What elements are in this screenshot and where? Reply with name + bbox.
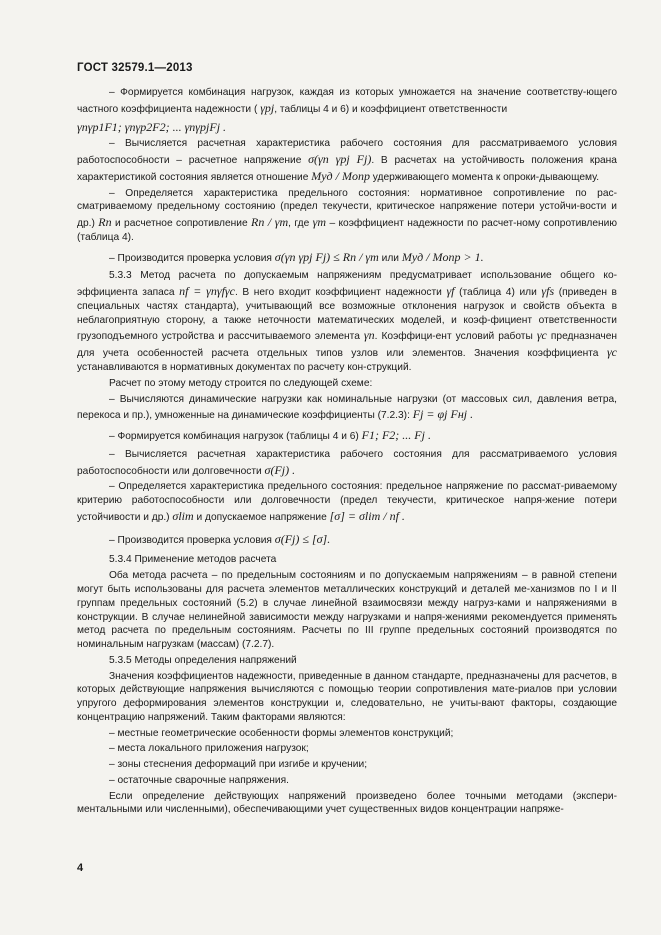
list-item: – местные геометрические особенности формы элементов конструкций; [109,727,454,739]
formula: σlim [172,508,194,523]
formula: γc [536,328,547,343]
text: – Производится проверка условия [109,252,272,264]
paragraph: Если определение действующих напряжений произведено более точными методами (экспери-ментальными или численными), обеспечивающими учет существенных видов концентрации напряже- [77,790,617,816]
formula: Mуд / Mопр [311,168,370,183]
formula: γfs [541,284,555,299]
formula-line [77,119,617,136]
text: – Вычисляются динамические нагрузки как номинальные нагрузки (от массовых сил, давления ветра, перекоса и пр.), умноженные на динамические коэффициенты (7.2.3): [77,393,617,422]
list-item: – остаточные сварочные напряжения. [109,774,289,786]
text: – коэффициент надежности по расчет-ному сопротивлению (таблица 4). [77,218,618,243]
text: – Формируется комбинация нагрузок (таблицы 4 и 6) [109,431,359,443]
text: (таблица 4) или [459,287,537,299]
formula: γnγp1F1; γnγp2F2; ... γnγpjFj . [77,119,227,134]
list-item: – зоны стеснения деформаций при изгибе и кручении; [109,759,368,771]
text: удерживающего момента к опроки-дывающему. [372,171,600,183]
paragraph [77,249,617,266]
text: – Вычисляется расчетная характеристика рабочего состояния для рассматриваемого условия работоспособности или долговечности [77,448,617,477]
text: , где [288,218,310,230]
formula: F1; F2; ... Fj . [361,428,431,443]
paragraph: Значения коэффициентов надежности, приведенные в данном стандарте, предназначены для расчетов, в которых действующие напряжения вычисляются с помощью теории сопротивления мате-риалов при условии упругого деформирования элементов конструкции и, следовательно, не учиты-вают факторы, создающие концентрацию напряжений. Таким факторами являются: [77,670,617,723]
paragraph [77,187,617,245]
formula: Rn [98,215,112,230]
text: – Вычисляется расчетная характеристика рабочего состояния для рассматриваемого условия работоспособности – расчетное напряжение [77,138,617,167]
formula: σ(γn γpj Fj) ≤ Rn / γm [274,249,379,264]
text: – Определяется характеристика предельного состояния: предельное напряжение по рассмат-риваемому критерию работоспособности или долговечности (предел текучести, критическое напря-жение потери устойчивости и др.) [77,481,617,523]
formula: Mуд / Mопр > 1. [401,249,484,264]
text: 5.3.3 Метод расчета по допускаемым напряжениям предусматривает использование общего ко-эффициента запаса [77,270,617,299]
paragraph [77,393,617,424]
text: , таблицы 4 и 6) и коэффициент ответственности [274,103,508,115]
section-heading: 5.3.5 Методы определения напряжений [109,654,297,666]
paragraph: Расчет по этому методу строится по следующей схеме: [109,377,373,389]
formula: γf [446,284,455,299]
section-heading: 5.3.4 Применение методов расчета [109,554,277,566]
text: и допускаемое напряжение [196,511,327,523]
formula: γm [312,215,327,230]
text: . Коэффици-ент условий работы [374,331,533,343]
paragraph: Оба метода расчета – по предельным состояниям и по допускаемым напряжениям – в равной степени могут быть использованы для расчета элементов металлических конструкций и деталей ме-ханизмов по I и II группам предельных состояний (5.2) в случае линейной взаимосвязи между нагруз-ками и напряжениями в конструкции. В случае нелинейной зависимости между нагрузками и напря-жениями рекомендуется применять метод расчета по предельным состояниям. Расчеты по III группе предельных состояний производятся по номинальным нагрузкам (массам) (7.2.7). [77,570,617,651]
paragraph [77,480,617,524]
formula: σ(Fj) . [264,462,296,477]
paragraph [77,531,617,548]
formula: γn [363,328,375,343]
formula: γc [606,345,617,360]
paragraph [77,427,617,444]
text: . В расчетах на устойчивость положения крана характеристикой состояния является отношение [77,155,617,183]
list-item: – места локального приложения нагрузок; [109,743,309,755]
paragraph [77,86,617,117]
text: или [381,252,399,264]
paragraph [77,448,617,479]
formula: Fj = φj Fнj . [412,407,474,422]
text: – Формируется комбинация нагрузок, каждая из которых умножается на значение соответству-ющего частного коэффициента надежности ( [77,87,617,115]
standard-header: ГОСТ 32579.1—2013 [77,62,193,74]
formula: σ(Fj) ≤ [σ]. [274,531,331,546]
document-body [77,86,617,819]
text: . В него входит коэффициент надежности [234,287,442,299]
formula: γpj [260,100,275,115]
formula: [σ] = σlim / nf . [329,508,405,523]
text: предназначен для учета особенностей расчета отдельных типов узлов или элементов. Значения коэффициента [77,331,617,360]
text: – Производится проверка условия [109,534,272,546]
page-number: 4 [77,862,84,874]
paragraph [77,137,617,184]
formula: nf = γnγfγc [179,284,235,299]
paragraph [77,269,617,374]
text: и расчетное сопротивление [114,218,248,230]
text: (приведен в специальных частях стандарта), учитывающий все возможные отклонения нагрузок и свойств объекта в неблагоприятную сторону, а также неточности математических моделей, и коэф-фициент ответственности грузоподъемного устройства и рассчитываемого элемента [77,287,617,343]
formula: σ(γn γpj Fj) [308,152,372,167]
text: – Определяется характеристика предельного состояния: нормативное сопротивление по рас-сматриваемому предельному состоянию (предел текучести, критическое напряжение потери устойчи-вости и др.) [77,187,617,230]
text: устанавливаются в нормативных документах по расчету кон-струкций. [77,362,412,374]
formula: Rn / γm [251,215,289,230]
